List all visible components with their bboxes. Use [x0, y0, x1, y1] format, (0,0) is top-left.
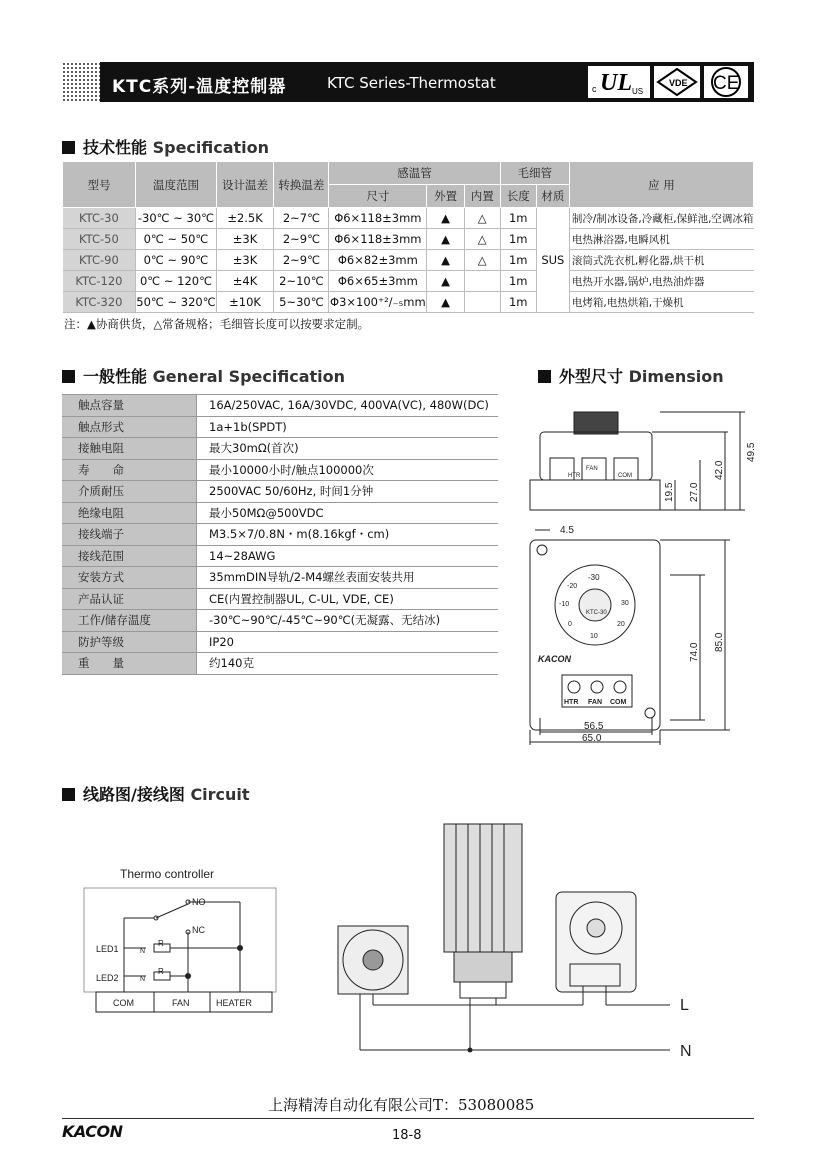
- general-section-title: [62, 364, 345, 387]
- cell-size: Φ6×82±3mm: [329, 250, 427, 271]
- dim-56-5: 56.5: [584, 721, 604, 732]
- cell-app: 电热淋浴器,电瞬风机: [569, 229, 753, 250]
- label-heater: HEATER: [216, 998, 252, 1008]
- table-row: [62, 524, 498, 546]
- spec-note: 注：▲协商供货，△常备规格；毛细管长度可以按要求定制。: [64, 317, 370, 331]
- spec-value: 约140克: [197, 653, 499, 675]
- col-capillary: 毛细管: [500, 162, 569, 185]
- spec-key: 寿 命: [62, 459, 197, 481]
- cell-model: KTC-50: [63, 229, 136, 250]
- certification-logos: [586, 66, 750, 98]
- dial-label-30: 30: [621, 600, 629, 607]
- table-row: [63, 208, 754, 229]
- cell-len: 1m: [500, 208, 536, 229]
- spec-title-cn: 技术性能: [83, 138, 148, 157]
- label-n2: N: [140, 976, 146, 983]
- header-title-en: KTC Series-Thermostat: [327, 74, 496, 92]
- general-title-en: General Specification: [152, 367, 346, 386]
- cell-size: Φ6×118±3mm: [329, 208, 427, 229]
- company-contact: 上海精涛自动化有限公司T：53080085: [268, 1096, 535, 1114]
- dial-label-m10: -10: [559, 601, 570, 608]
- thermo-controller-schematic: [80, 862, 280, 1014]
- spec-value: 最小50MΩ@500VDC: [197, 502, 499, 524]
- spec-key: 接线范围: [62, 545, 197, 567]
- spec-value: 最小10000小时/触点100000次: [197, 459, 499, 481]
- thermostat-unit: [556, 892, 636, 992]
- col-external: 外置: [427, 185, 465, 208]
- circuit-title-en: Circuit: [190, 785, 250, 804]
- cell-len: 1m: [500, 271, 536, 292]
- cell-int: [464, 292, 500, 313]
- cell-app: 电烤箱,电热烘箱,干燥机: [569, 292, 753, 313]
- table-row: [62, 588, 498, 610]
- spec-key: 触点容量: [62, 395, 197, 417]
- cell-ext: ▲: [427, 292, 465, 313]
- col-sensor: 感温管: [329, 162, 500, 185]
- cell-model: KTC-120: [63, 271, 136, 292]
- schematic-title: Thermo controller: [120, 867, 215, 881]
- dim-49-5: 49.5: [746, 442, 757, 462]
- cell-ext: ▲: [427, 250, 465, 271]
- spec-key: 产品认证: [62, 588, 197, 610]
- col-switch-diff: 转换温差: [274, 162, 329, 208]
- base-side-view: [530, 480, 660, 510]
- table-row: [62, 610, 498, 632]
- spec-value: 14~28AWG: [197, 545, 499, 567]
- col-temp-range: 温度范围: [136, 162, 216, 208]
- table-row: [62, 416, 498, 438]
- cell-model: KTC-30: [63, 208, 136, 229]
- spec-key: 接触电阻: [62, 438, 197, 460]
- dim-42-0: 42.0: [714, 460, 725, 480]
- col-internal: 内置: [464, 185, 500, 208]
- cell-len: 1m: [500, 292, 536, 313]
- cell-range: -30℃ ~ 30℃: [136, 208, 216, 229]
- col-model: 型号: [63, 162, 136, 208]
- dim-74-0: 74.0: [689, 642, 700, 662]
- header-dot-pattern: [62, 62, 100, 102]
- cell-diff: ±4K: [216, 271, 274, 292]
- header-title-cn: KTC系列-温度控制器: [112, 77, 287, 97]
- body-side-view: [540, 432, 652, 480]
- label-nc: NC: [192, 925, 205, 935]
- table-row: [63, 292, 754, 313]
- cell-app: 滚筒式洗衣机,孵化器,烘干机: [569, 250, 753, 271]
- vde-icon: [654, 66, 700, 98]
- spec-key: 介质耐压: [62, 481, 197, 503]
- dial-label-20: 20: [617, 621, 625, 628]
- spec-value: IP20: [197, 631, 499, 653]
- spec-value: 1a+1b(SPDT): [197, 416, 499, 438]
- side-term-htr: HTR: [568, 473, 581, 479]
- spec-key: 绝缘电阻: [62, 502, 197, 524]
- spec-key: 重 量: [62, 653, 197, 675]
- dial-label-m30: -30: [588, 573, 600, 582]
- term-htr: HTR: [564, 699, 579, 706]
- spec-value: 2500VAC 50/60Hz, 时间1分钟: [197, 481, 499, 503]
- table-row: [62, 438, 498, 460]
- cell-switch: 2~7℃: [274, 208, 329, 229]
- cell-model: KTC-320: [63, 292, 136, 313]
- section-square-icon: [62, 141, 75, 154]
- wiring-diagram: [330, 820, 710, 1070]
- cell-app: 电热开水器,锅炉,电热油炸器: [569, 271, 753, 292]
- spec-key: 工作/储存温度: [62, 610, 197, 632]
- general-spec-table: [62, 394, 498, 675]
- col-diff: 设计温差: [216, 162, 274, 208]
- label-r2: R: [158, 967, 164, 976]
- table-row: [63, 250, 754, 271]
- section-square-icon: [62, 370, 75, 383]
- cell-diff: ±10K: [216, 292, 274, 313]
- label-com: COM: [113, 998, 134, 1008]
- cell-diff: ±3K: [216, 250, 274, 271]
- line-L: L: [680, 997, 689, 1014]
- spec-key: 安装方式: [62, 567, 197, 589]
- front-brand: KACON: [538, 654, 571, 664]
- spec-key: 触点形式: [62, 416, 197, 438]
- cell-switch: 2~9℃: [274, 250, 329, 271]
- cell-diff: ±2.5K: [216, 208, 274, 229]
- page-number: 18-8: [392, 1128, 422, 1143]
- cell-size: Φ6×118±3mm: [329, 229, 427, 250]
- spec-value: 16A/250VAC, 16A/30VDC, 400VA(VC), 480W(DC): [197, 395, 499, 417]
- dimension-drawing: [510, 400, 760, 750]
- cell-switch: 2~9℃: [274, 229, 329, 250]
- circuit-section-title: [62, 782, 250, 805]
- svg-text:VDE: VDE: [669, 78, 688, 88]
- spec-value: M3.5×7/0.8N・m(8.16kgf・cm): [197, 524, 499, 546]
- cell-model: KTC-90: [63, 250, 136, 271]
- table-row: [62, 545, 498, 567]
- table-row: [63, 271, 754, 292]
- col-length: 长度: [500, 185, 536, 208]
- svg-text:c: c: [592, 84, 597, 94]
- footer-logo: KACON: [62, 1122, 123, 1141]
- spec-key: 接线端子: [62, 524, 197, 546]
- cell-switch: 5~30℃: [274, 292, 329, 313]
- cell-size: Φ6×65±3mm: [329, 271, 427, 292]
- side-term-fan: FAN: [586, 466, 598, 472]
- table-row: [62, 567, 498, 589]
- ce-icon: [704, 66, 748, 98]
- table-row: [62, 395, 498, 417]
- dim-19-5: 19.5: [664, 482, 675, 502]
- col-material: 材质: [536, 185, 569, 208]
- svg-text:CE: CE: [713, 73, 740, 94]
- dim-65-0: 65.0: [582, 733, 602, 744]
- cell-len: 1m: [500, 229, 536, 250]
- svg-text:US: US: [632, 87, 644, 96]
- footer-divider: [62, 1118, 754, 1119]
- cell-range: 0℃ ~ 50℃: [136, 229, 216, 250]
- label-n1: N: [140, 948, 146, 955]
- cell-ext: ▲: [427, 229, 465, 250]
- dimension-title-cn: 外型尺寸: [559, 367, 624, 386]
- table-row: [62, 481, 498, 503]
- side-term-com: COM: [618, 473, 632, 479]
- spec-value: 35mmDIN导轨/2-M4螺丝表面安装共用: [197, 567, 499, 589]
- circuit-title-cn: 线路图/接线图: [83, 785, 185, 804]
- dial-label-10: 10: [590, 633, 598, 640]
- cell-switch: 2~10℃: [274, 271, 329, 292]
- knob-side-view: [574, 412, 618, 434]
- cell-diff: ±3K: [216, 229, 274, 250]
- cell-range: 50℃ ~ 320℃: [136, 292, 216, 313]
- section-square-icon: [62, 788, 75, 801]
- dimension-title-en: Dimension: [628, 367, 724, 386]
- cell-int: △: [464, 208, 500, 229]
- spec-key: 防护等级: [62, 631, 197, 653]
- term-com: COM: [610, 699, 627, 706]
- spec-value: CE(内置控制器UL, C-UL, VDE, CE): [197, 588, 499, 610]
- cell-ext: ▲: [427, 208, 465, 229]
- dial-label-0: 0: [568, 621, 572, 628]
- table-row: [62, 653, 498, 675]
- table-row: [62, 631, 498, 653]
- spec-section-title: [62, 135, 269, 158]
- dial-model: KTC-30: [586, 610, 607, 616]
- cell-ext: ▲: [427, 271, 465, 292]
- cell-int: △: [464, 250, 500, 271]
- svg-text:UL: UL: [600, 70, 632, 96]
- cell-range: 0℃ ~ 90℃: [136, 250, 216, 271]
- col-application: 应 用: [569, 162, 753, 208]
- table-row: [63, 229, 754, 250]
- dim-85-0: 85.0: [714, 632, 725, 652]
- table-row: [62, 502, 498, 524]
- dim-27-0: 27.0: [689, 482, 700, 502]
- spec-value: 最大30mΩ(首次): [197, 438, 499, 460]
- dimension-section-title: [538, 364, 724, 387]
- cell-int: [464, 271, 500, 292]
- dim-4-5: 4.5: [560, 525, 574, 536]
- term-fan: FAN: [588, 699, 602, 706]
- label-fan: FAN: [172, 998, 190, 1008]
- cell-range: 0℃ ~ 120℃: [136, 271, 216, 292]
- section-square-icon: [538, 370, 551, 383]
- label-led1: LED1: [96, 944, 119, 954]
- table-row: [62, 459, 498, 481]
- general-title-cn: 一般性能: [83, 367, 148, 386]
- label-led2: LED2: [96, 973, 119, 983]
- spec-title-en: Specification: [152, 138, 270, 157]
- dial-label-m20: -20: [567, 583, 578, 590]
- line-N: N: [680, 1043, 692, 1060]
- cell-size: Φ3×100⁺²/₋₅mm: [329, 292, 427, 313]
- cell-len: 1m: [500, 250, 536, 271]
- col-size: 尺寸: [329, 185, 427, 208]
- spec-table: [62, 161, 754, 313]
- culus-icon: [588, 66, 650, 98]
- cell-int: △: [464, 229, 500, 250]
- label-r1: R: [158, 939, 164, 948]
- cell-app: 制冷/制冰设备,冷藏柜,保鲜池,空调冰箱: [569, 208, 753, 229]
- label-no: NO: [192, 897, 206, 907]
- cell-material: SUS: [536, 208, 569, 313]
- spec-value: -30℃~90℃/-45℃~90℃(无凝露、无结冰): [197, 610, 499, 632]
